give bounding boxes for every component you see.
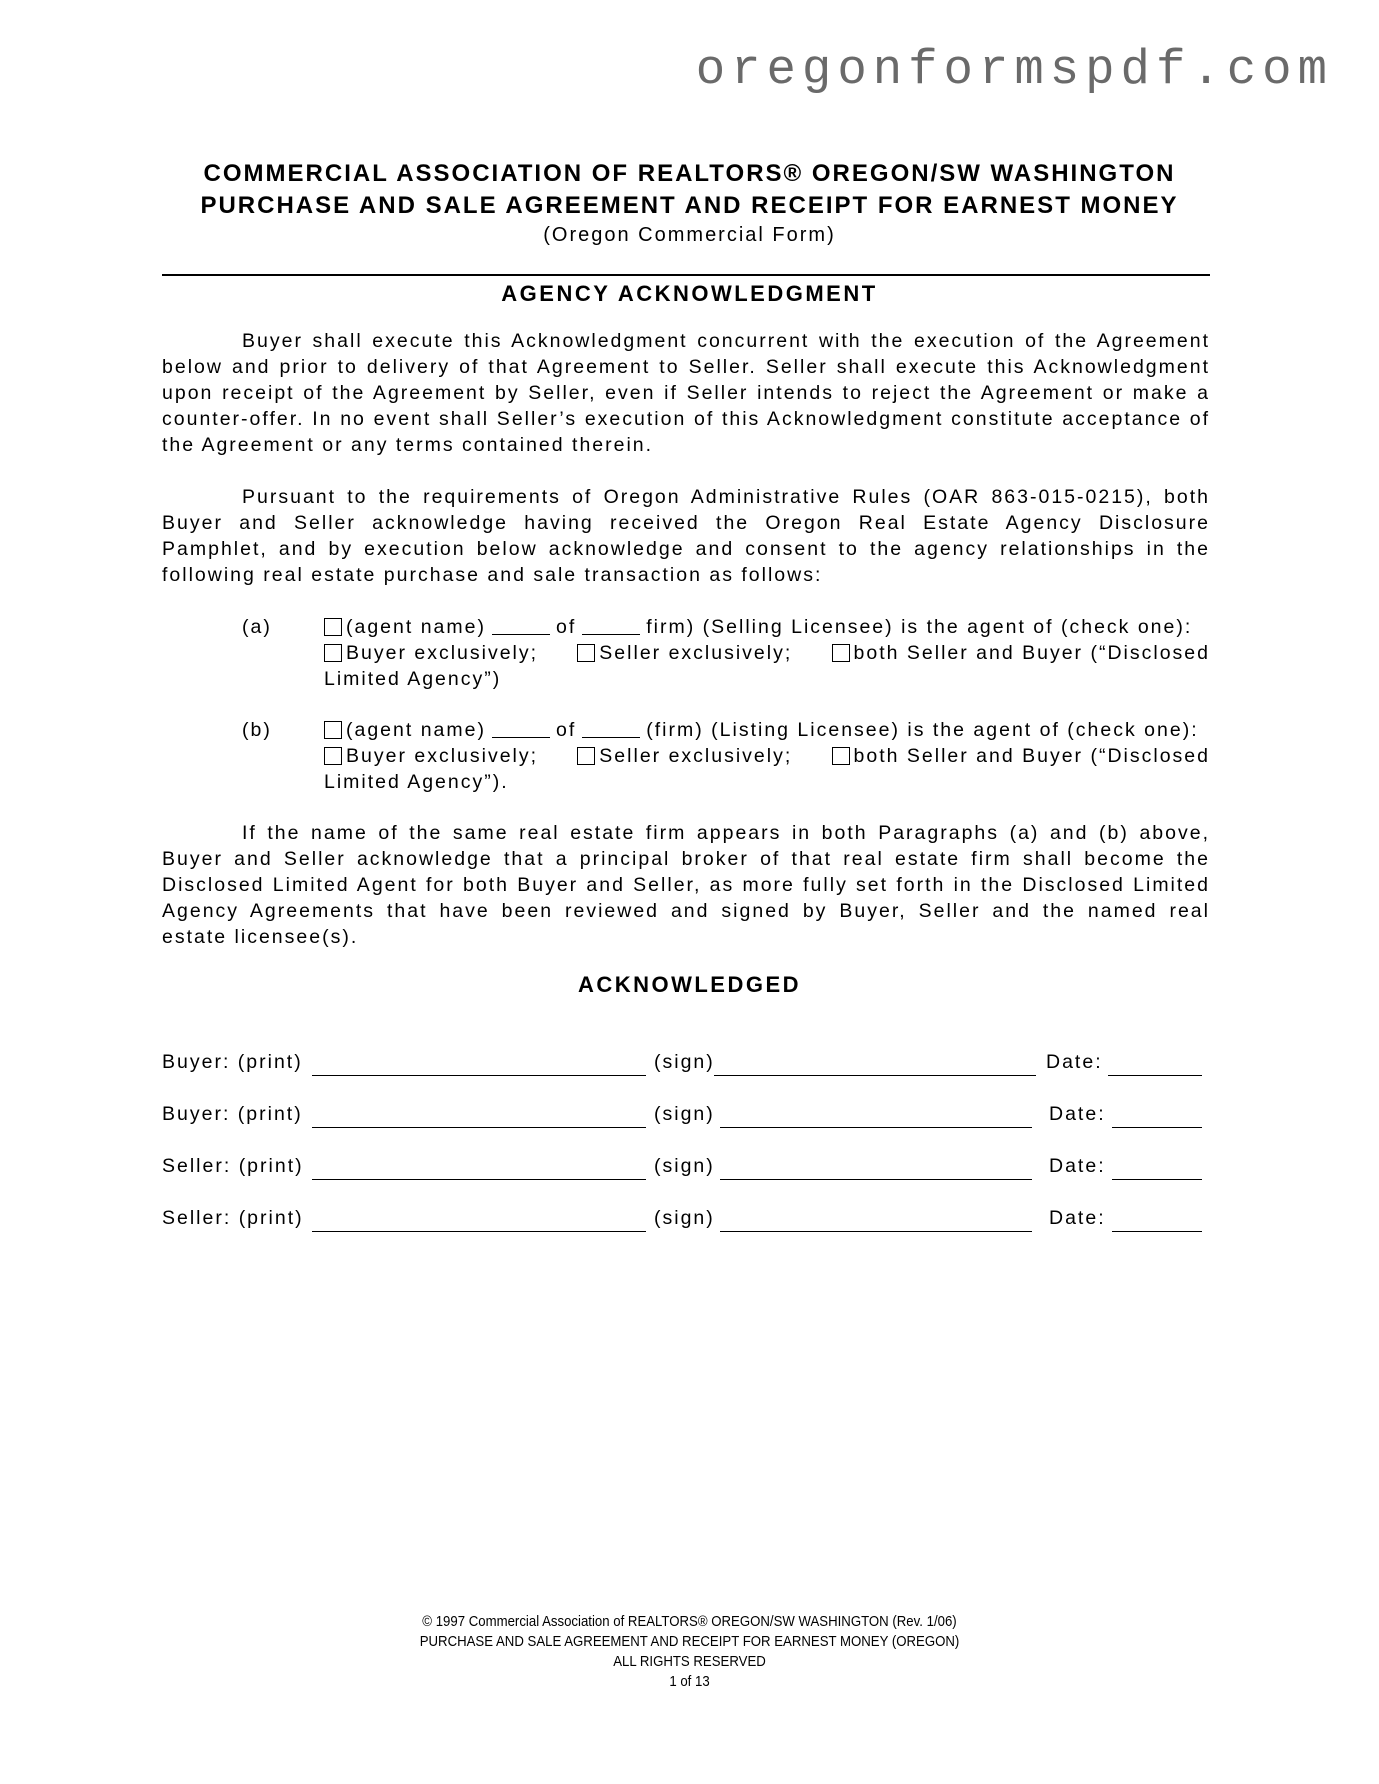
item-b-firm-blank[interactable] [582, 719, 640, 738]
signature-row-seller-2 [162, 1207, 1210, 1237]
item-b-agent-name-blank[interactable] [492, 719, 550, 738]
watermark: oregonformspdf.com [695, 42, 1333, 98]
buyer-2-sign-label: (sign) [654, 1103, 715, 1125]
agency-paragraph-1: Buyer shall execute this Acknowledgment concurrent with the execution of the Agreement below and prior to delivery of that Agreement to Seller. Seller shall execute this Acknowledgment upon receipt of the Agreement by Seller, even if Seller intends to reject the Agreement or make a counter-offer. In no event shall Seller’s execution of this Acknowledgment constitute acceptance of the Agreement or any terms contained therein. [162, 330, 1210, 456]
agency-item-b: (b) (agent name) of (firm) (Listing Licensee) is the agent of (check one): Buyer exclusively; Seller exclusively; both Seller and Buyer (“Disclosed Limited Agency”). [242, 719, 1210, 793]
item-b-buyer-checkbox[interactable] [324, 747, 342, 765]
header-divider [162, 274, 1210, 276]
item-b-agent-checkbox[interactable] [324, 721, 342, 739]
footer-copyright: © 1997 Commercial Association of REALTORS® OREGON/SW WASHINGTON (Rev. 1/06) [422, 1613, 957, 1630]
signature-row-seller-1 [162, 1155, 1210, 1185]
seller-2-print-label: Seller: (print) [162, 1207, 304, 1229]
buyer-1-date-field[interactable] [1108, 1075, 1202, 1076]
buyer-2-date-field[interactable] [1112, 1127, 1202, 1128]
seller-1-print-label: Seller: (print) [162, 1155, 304, 1177]
buyer-1-print-label: Buyer: (print) [162, 1051, 303, 1073]
footer-rights: ALL RIGHTS RESERVED [613, 1653, 766, 1670]
buyer-2-date-label: Date: [1049, 1103, 1106, 1125]
item-a-buyer-checkbox[interactable] [324, 644, 342, 662]
agency-item-a: (a) (agent name) of firm) (Selling Licensee) is the agent of (check one): Buyer exclusively; Seller exclusively; both Seller and Buyer (“Disclosed Limited Agency”) [242, 616, 1210, 690]
seller-1-date-label: Date: [1049, 1155, 1106, 1177]
seller-1-date-field[interactable] [1112, 1179, 1202, 1180]
item-b-seller-checkbox[interactable] [577, 747, 595, 765]
footer-form-name: PURCHASE AND SALE AGREEMENT AND RECEIPT FOR EARNEST MONEY (OREGON) [419, 1633, 960, 1650]
seller-2-sign-label: (sign) [654, 1207, 715, 1229]
seller-2-date-label: Date: [1049, 1207, 1106, 1229]
item-a-label: (a) [242, 616, 272, 638]
item-a-agent-checkbox[interactable] [324, 618, 342, 636]
acknowledged-title: ACKNOWLEDGED [577, 972, 802, 997]
item-a-both-checkbox[interactable] [832, 644, 850, 662]
seller-1-sign-field[interactable] [720, 1179, 1032, 1180]
header-form-title: PURCHASE AND SALE AGREEMENT AND RECEIPT FOR EARNEST MONEY [200, 192, 1179, 219]
seller-1-sign-label: (sign) [654, 1155, 715, 1177]
buyer-1-sign-field[interactable] [714, 1075, 1036, 1076]
item-a-firm-blank[interactable] [582, 616, 640, 635]
buyer-2-sign-field[interactable] [720, 1127, 1032, 1128]
item-a-seller-checkbox[interactable] [577, 644, 595, 662]
agency-paragraph-2: Pursuant to the requirements of Oregon Administrative Rules (OAR 863-015-0215), both Buyer and Seller acknowledge having received the Oregon Real Estate Agency Disclosure Pamphlet, and by execution below acknowledge and consent to the agency relationships in the following real estate purchase and sale transaction as follows: [162, 486, 1210, 586]
item-a-agent-name-blank[interactable] [492, 616, 550, 635]
seller-2-date-field[interactable] [1112, 1231, 1202, 1232]
item-b-label: (b) [242, 719, 272, 741]
header-subtitle: (Oregon Commercial Form) [543, 224, 836, 246]
footer-page-number: 1 of 13 [669, 1673, 710, 1690]
buyer-2-print-label: Buyer: (print) [162, 1103, 303, 1125]
buyer-1-sign-label: (sign) [654, 1051, 715, 1073]
header-association: COMMERCIAL ASSOCIATION OF REALTORS® OREGON/SW WASHINGTON [203, 160, 1176, 187]
agency-paragraph-3: If the name of the same real estate firm appears in both Paragraphs (a) and (b) above, Buyer and Seller acknowledge that a principal broker of that real estate firm shall become the Disclosed Limited Agent for both Buyer and Seller, as more fully set forth in the Disclosed Limited Agency Agreements that have been reviewed and signed by Buyer, Seller and the named real estate licensee(s). [162, 822, 1210, 948]
signature-row-buyer-2 [162, 1103, 1210, 1133]
buyer-1-print-field[interactable] [312, 1075, 646, 1076]
signature-row-buyer-1 [162, 1051, 1210, 1081]
seller-2-print-field[interactable] [312, 1231, 646, 1232]
seller-1-print-field[interactable] [312, 1179, 646, 1180]
agency-section-title: AGENCY ACKNOWLEDGMENT [501, 281, 878, 306]
seller-2-sign-field[interactable] [720, 1231, 1032, 1232]
buyer-1-date-label: Date: [1046, 1051, 1103, 1073]
buyer-2-print-field[interactable] [312, 1127, 646, 1128]
item-b-both-checkbox[interactable] [832, 747, 850, 765]
